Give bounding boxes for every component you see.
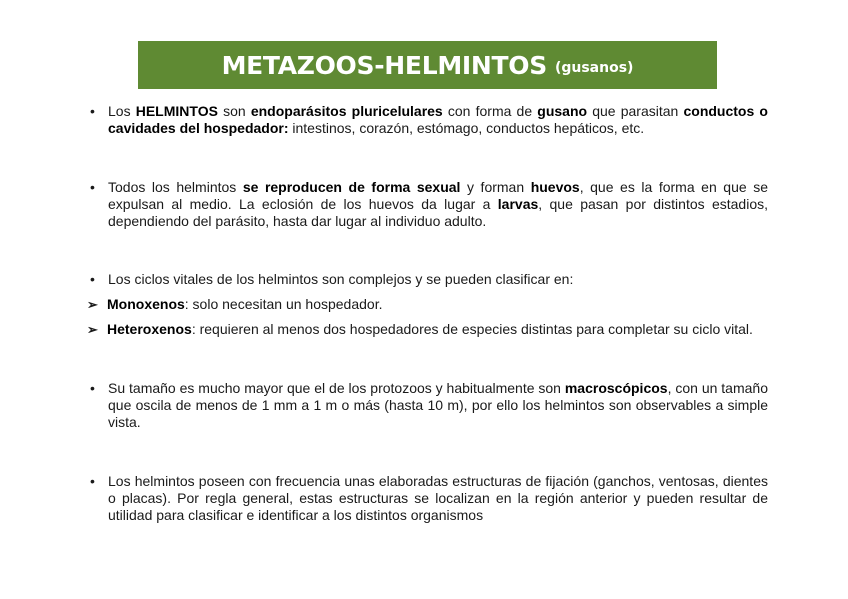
text-run: , que es la forma en que se expulsan al medio. La eclosión de los huevos da lugar a [108,179,768,212]
text-run: son [217,103,251,119]
text-run: con forma de [442,103,538,119]
bold-term: conductos o cavidades del hospedador: [108,103,768,136]
bold-term: endoparásitos pluricelulares [250,103,443,119]
arrow-bullet-icon: ➢ [87,297,98,312]
bold-term: larvas [497,196,539,212]
bullet-item-reproduction [88,179,768,230]
bullet-icon: • [90,380,95,396]
text-run: : solo necesitan un hospedador. [184,296,383,312]
text-run: Su tamaño es mucho mayor que el de los protozoos y habitualmente son [108,380,565,396]
text-run: que parasitan [587,103,684,119]
bullet-item-size [88,380,768,431]
bold-term: macroscópicos [564,380,668,396]
bold-term: se reproducen de forma sexual [242,179,461,195]
bullet-icon: • [90,179,95,195]
paragraph-text [108,380,768,431]
text-run: y forman [460,179,531,195]
text-run: Los [108,103,136,119]
text-run: Todos los helmintos [108,179,243,195]
text-run: , que pasan por distintos estadios, dependiendo del parásito, hasta dar lugar al individuo adulto. [108,196,768,229]
bullet-icon: • [90,271,95,287]
bullet-icon: • [90,473,95,489]
bold-term: Heteroxenos [107,321,192,337]
bullet-item-life-cycles [88,271,768,288]
bold-term: HELMINTOS [135,103,218,119]
arrow-bullet-icon: ➢ [87,322,98,337]
paragraph-text [107,321,768,338]
bullet-icon: • [90,103,95,119]
bullet-item-helmintos-definition [88,103,768,137]
bold-term: Monoxenos [107,296,185,312]
bold-term: huevos [530,179,580,195]
arrow-item-heteroxenos [87,321,768,338]
page-title: METAZOOS-HELMINTOS [221,50,547,80]
paragraph-text [108,179,768,230]
text-run: : requieren al menos dos hospedadores de especies distintas para completar su ciclo vital. [191,321,753,337]
bullet-item-fixation-structures [88,473,768,524]
paragraph-text [108,103,768,137]
slide-content [88,103,768,524]
bold-term: gusano [537,103,588,119]
text-run: intestinos, corazón, estómago, conductos hepáticos, etc. [288,120,645,136]
arrow-item-monoxenos [87,296,768,313]
paragraph-text: Los helmintos poseen con frecuencia unas elaboradas estructuras de fijación (ganchos, ventosas, dientes o placas). Por regla general, estas estructuras se localizan en la región anterior y pueden resultar de utilidad para clasificar e identificar a los distintos organismos [108,473,768,523]
paragraph-text [107,296,768,313]
text-run: , con un tamaño que oscila de menos de 1 mm a 1 m o más (hasta 10 m), por ello los helmintos son observables a simple vista. [108,380,768,430]
page-subtitle: (gusanos) [554,60,634,76]
title-banner [138,41,717,89]
paragraph-text: Los ciclos vitales de los helmintos son complejos y se pueden clasificar en: [108,271,574,287]
